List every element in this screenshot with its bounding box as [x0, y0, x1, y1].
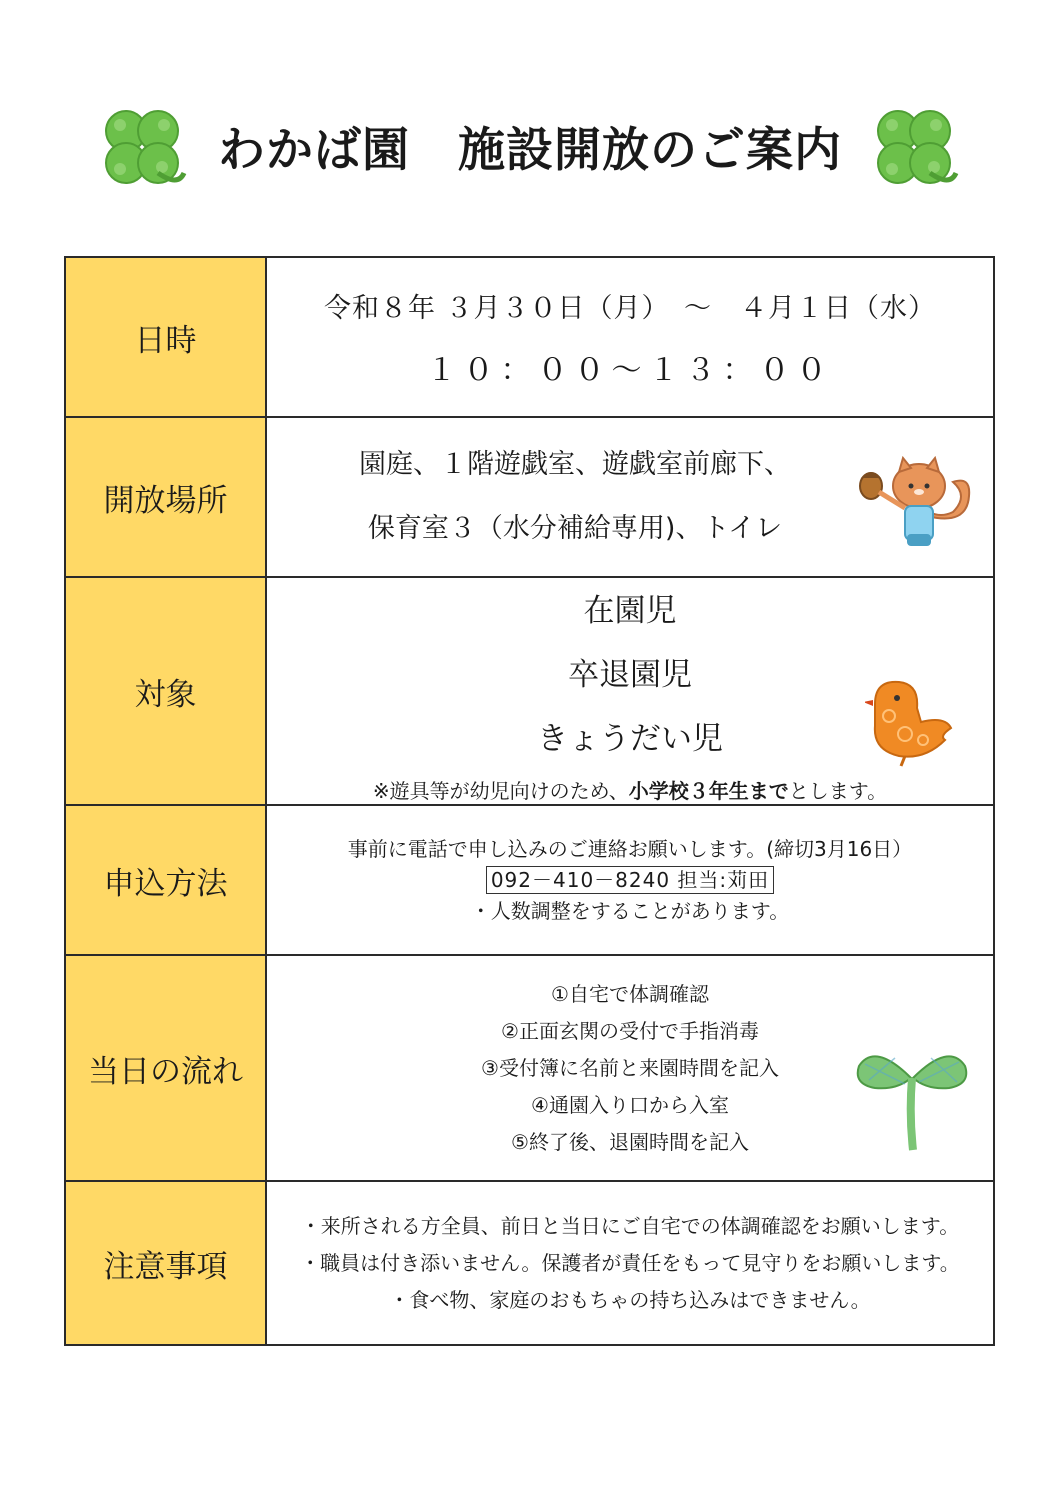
- place-line-1: 園庭、１階遊戯室、遊戯室前廊下、: [359, 449, 791, 480]
- row-datetime: [65, 257, 994, 417]
- label-datetime: 日時: [65, 257, 266, 417]
- note-item: ・食べ物、家庭のおもちゃの持ち込みはできません。: [389, 1287, 871, 1312]
- row-flow: [65, 955, 994, 1181]
- row-apply: [65, 805, 994, 955]
- content-place: [266, 417, 994, 577]
- content-notes: [266, 1181, 994, 1345]
- note-item: ・職員は付き添いません。保護者が責任をもって見守りをお願いします。: [300, 1250, 960, 1275]
- page-title: わかば園 施設開放のご案内: [218, 123, 842, 178]
- sprout-illustration: [855, 1044, 971, 1154]
- bird-illustration: [865, 676, 957, 768]
- info-table: [64, 256, 995, 1346]
- flow-step: ④通園入り口から入室: [531, 1092, 729, 1117]
- target-note-emphasis: 小学校３年生まで: [628, 778, 789, 803]
- target-note-suffix: とします。: [788, 778, 888, 803]
- flow-step: ⑤終了後、退園時間を記入: [511, 1129, 749, 1154]
- date-range: 令和８年 ３月３０日（月） ～ ４月１日（水）: [323, 292, 937, 324]
- flow-step: ①自宅で体調確認: [551, 981, 709, 1006]
- note-item: ・来所される方全員、前日と当日にご自宅での体調確認をお願いします。: [300, 1213, 960, 1238]
- clover-icon: [868, 103, 960, 195]
- target-item: 在園児: [583, 592, 677, 629]
- apply-instruction: 事前に電話で申し込みのご連絡お願いします。(締切3月16日）: [347, 837, 913, 861]
- flow-step: ②正面玄関の受付で手指消毒: [501, 1018, 759, 1043]
- label-notes: 注意事項: [65, 1181, 266, 1345]
- label-flow: 当日の流れ: [65, 955, 266, 1181]
- content-datetime: [266, 257, 994, 417]
- content-flow: [266, 955, 994, 1181]
- time-range: １０：００～１３：００: [426, 352, 834, 388]
- target-note: [267, 775, 993, 804]
- clover-icon: [96, 103, 188, 195]
- place-line-2: 保育室３（水分補給専用)、トイレ: [367, 513, 783, 544]
- row-notes: [65, 1181, 994, 1345]
- row-place: [65, 417, 994, 577]
- target-item: 卒退園児: [568, 656, 692, 693]
- header: [0, 95, 1058, 205]
- apply-note: ・人数調整をすることがあります。: [470, 899, 790, 923]
- flow-step: ③受付簿に名前と来園時間を記入: [481, 1055, 779, 1080]
- target-note-prefix: ※遊具等が幼児向けのため、: [372, 778, 629, 803]
- label-apply: 申込方法: [65, 805, 266, 955]
- target-item: きょうだい児: [537, 720, 723, 757]
- label-target: 対象: [65, 577, 266, 805]
- content-apply: [266, 805, 994, 955]
- phone-contact: 092－410－8240 担当:苅田: [486, 866, 774, 894]
- label-place: 開放場所: [65, 417, 266, 577]
- content-target: [266, 577, 994, 805]
- row-target: [65, 577, 994, 805]
- squirrel-illustration: [857, 456, 977, 552]
